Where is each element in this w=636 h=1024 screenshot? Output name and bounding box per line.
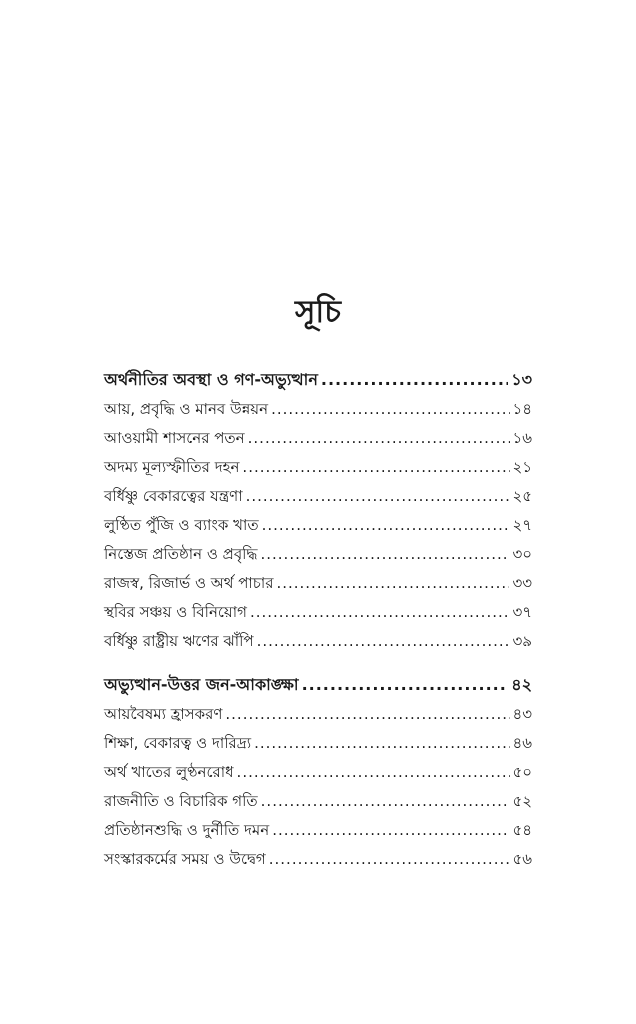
dot-leader: [272, 816, 509, 845]
toc-entry-page: ৫০: [512, 763, 532, 781]
toc-entry-page: ৩৯: [512, 632, 532, 650]
toc-entry-title: প্রতিষ্ঠানশুদ্ধি ও দুর্নীতি দমন: [104, 821, 270, 839]
toc-entry-page: ১৬: [512, 429, 532, 447]
toc-entry-page: ২১: [512, 458, 532, 476]
toc-entry-page: ৩০: [512, 545, 532, 563]
toc-entry[interactable]: [104, 540, 532, 569]
toc-entry-title: বর্ধিষ্ণু রাষ্ট্রীয় ঋণের ঝাঁপি: [104, 632, 254, 650]
toc-entry-title: রাজনীতি ও বিচারিক গতি: [104, 792, 258, 810]
dot-leader: [246, 482, 510, 511]
toc-entry-title: লুণ্ঠিত পুঁজি ও ব্যাংক খাত: [104, 516, 259, 534]
toc-entry[interactable]: [104, 816, 532, 845]
toc-section: [104, 364, 532, 656]
toc-entry-page: ২৫: [512, 487, 532, 505]
page-title: সূচি: [294, 294, 342, 330]
toc-entry[interactable]: [104, 700, 532, 729]
toc-entry-title: আয়বৈষম্য হ্রাসকরণ: [104, 705, 223, 723]
toc-entry-page: ৫৬: [512, 850, 532, 868]
dot-leader: [257, 627, 510, 656]
toc-entry[interactable]: [104, 511, 532, 540]
toc-section: [104, 669, 532, 874]
toc-section-heading[interactable]: [104, 669, 532, 700]
dot-leader: [262, 511, 510, 540]
dot-leader: [225, 700, 509, 729]
toc-entry[interactable]: [104, 845, 532, 874]
toc-entry[interactable]: [104, 758, 532, 787]
toc-entry[interactable]: [104, 482, 532, 511]
toc-entry[interactable]: [104, 627, 532, 656]
toc-entry-title: রাজস্ব, রিজার্ভ ও অর্থ পাচার: [104, 574, 274, 592]
toc-entry-title: আয়, প্রবৃদ্ধি ও মানব উন্নয়ন: [104, 400, 269, 418]
dot-leader: [271, 395, 509, 424]
toc-entry-page: ৪৬: [512, 734, 532, 752]
toc-entry-page: ২৭: [512, 516, 532, 534]
toc-entry-page: ১৪: [512, 400, 532, 418]
toc-entry-page: ৪৩: [512, 705, 532, 723]
dot-leader: [276, 569, 509, 598]
toc-heading-page: ১৩: [511, 370, 532, 389]
toc-entry[interactable]: [104, 424, 532, 453]
toc-entry[interactable]: [104, 729, 532, 758]
dot-leader: [248, 424, 510, 453]
toc-entry-title: অর্থ খাতের লুণ্ঠনরোধ: [104, 763, 234, 781]
toc-entry-title: নিস্তেজ প্রতিষ্ঠান ও প্রবৃদ্ধি: [104, 545, 258, 563]
toc-entry-title: শিক্ষা, বেকারত্ব ও দারিদ্র্য: [104, 734, 252, 752]
toc-entry[interactable]: [104, 598, 532, 627]
toc-section-heading[interactable]: [104, 364, 532, 395]
toc-entry-title: বর্ধিষ্ণু বেকারত্বের যন্ত্রণা: [104, 487, 243, 505]
dot-leader: [302, 669, 509, 700]
toc-heading-title: অভ্যুত্থান-উত্তর জন-আকাঙ্ক্ষা: [104, 675, 299, 694]
toc-entry-title: স্থবির সঞ্চয় ও বিনিয়োগ: [104, 603, 247, 621]
dot-leader: [250, 598, 510, 627]
dot-leader: [269, 845, 510, 874]
toc-entry[interactable]: [104, 395, 532, 424]
dot-leader: [237, 758, 510, 787]
toc-entry-title: অদম্য মূল্যস্ফীতির দহন: [104, 458, 240, 476]
toc-heading-page: ৪২: [511, 675, 532, 694]
toc-entry[interactable]: [104, 787, 532, 816]
toc-entry-page: ৫২: [512, 792, 532, 810]
toc-heading-title: অর্থনীতির অবস্থা ও গণ-অভ্যুত্থান: [104, 370, 318, 389]
toc-entry-title: সংস্কারকর্মের সময় ও উদ্বেগ: [104, 850, 266, 868]
table-of-contents: [104, 364, 532, 874]
toc-entry-page: ৩৩: [512, 574, 532, 592]
dot-leader: [321, 364, 508, 395]
dot-leader: [242, 453, 509, 482]
toc-entry-page: ৩৭: [512, 603, 532, 621]
dot-leader: [260, 540, 509, 569]
dot-leader: [254, 729, 509, 758]
toc-entry[interactable]: [104, 453, 532, 482]
dot-leader: [261, 787, 510, 816]
toc-entry-page: ৫৪: [512, 821, 532, 839]
toc-entry[interactable]: [104, 569, 532, 598]
toc-entry-title: আওয়ামী শাসনের পতন: [104, 429, 245, 447]
